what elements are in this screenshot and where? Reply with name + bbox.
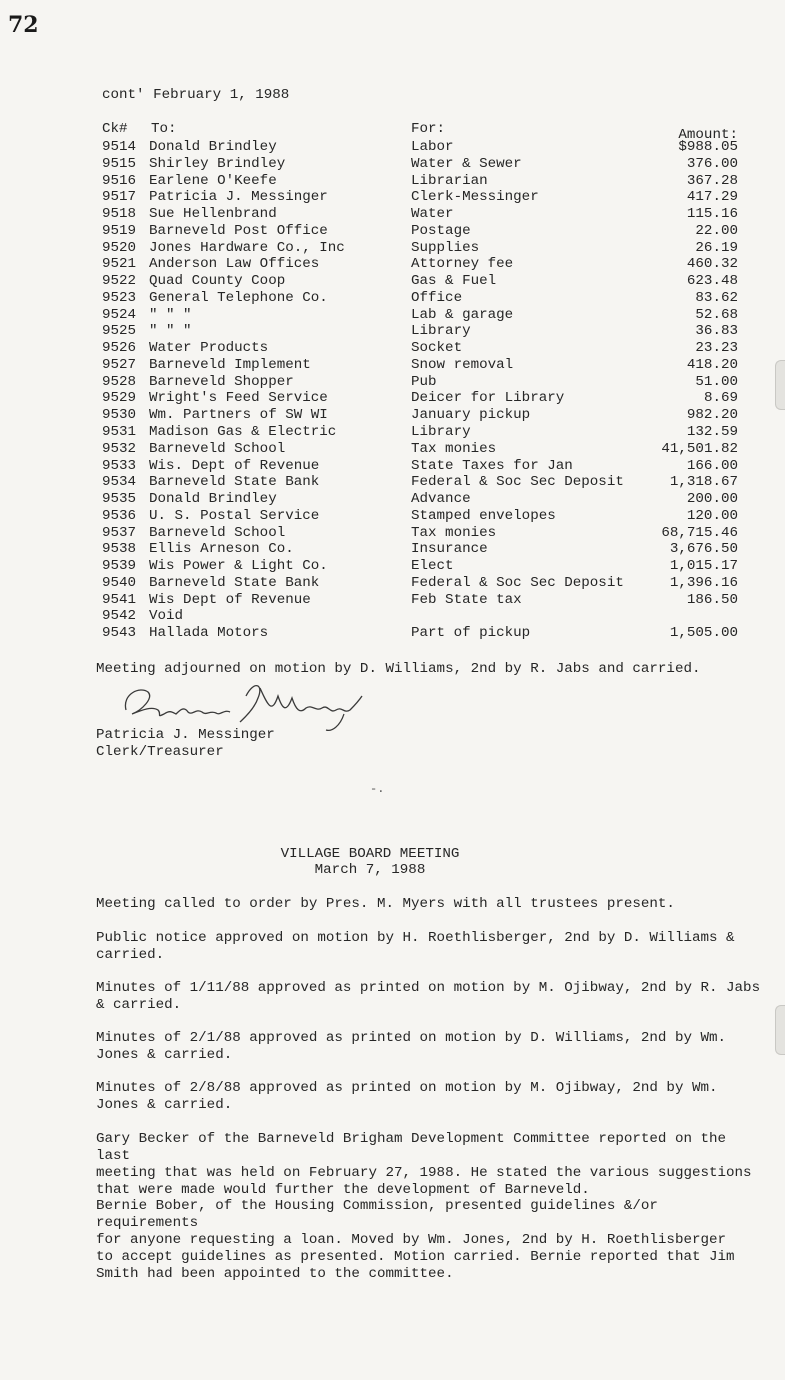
- amount: 36.83: [695, 323, 738, 340]
- payee: " " ": [149, 306, 192, 323]
- table-row: [0, 290, 785, 307]
- purpose: January pickup: [411, 407, 531, 424]
- payee: Hallada Motors: [149, 625, 269, 642]
- amount: 120.00: [686, 507, 738, 524]
- table-row: [0, 206, 785, 223]
- amount: 982.20: [686, 407, 738, 424]
- purpose: Lab & garage: [411, 306, 514, 323]
- table-row: [0, 424, 785, 441]
- amount: 23.23: [695, 340, 738, 357]
- purpose: Library: [411, 323, 471, 340]
- continued-heading: cont' February 1, 1988: [102, 87, 290, 103]
- check-number: 9518: [102, 206, 137, 223]
- purpose: Attorney fee: [411, 256, 514, 273]
- payee: Barneveld School: [149, 440, 286, 457]
- binder-tab: [775, 1005, 785, 1055]
- check-number: 9528: [102, 373, 137, 390]
- purpose: Part of pickup: [411, 625, 531, 642]
- check-number: 9543: [102, 625, 137, 642]
- minutes-paragraph: Minutes of 1/11/88 approved as printed on motion by M. Ojibway, 2nd by R. Jabs & carried.: [96, 980, 761, 1013]
- check-number: 9515: [102, 155, 137, 172]
- purpose: Pub: [411, 373, 437, 390]
- check-table: [0, 139, 785, 642]
- amount: 26.19: [695, 239, 738, 256]
- table-row: [0, 625, 785, 642]
- check-number: 9516: [102, 172, 137, 189]
- payee: " " ": [149, 323, 192, 340]
- purpose: Water & Sewer: [411, 155, 522, 172]
- payee: Donald Brindley: [149, 491, 277, 508]
- minutes-paragraph: Meeting called to order by Pres. M. Myers with all trustees present.: [96, 896, 675, 912]
- purpose: Labor: [411, 139, 454, 155]
- payee: Earlene O'Keefe: [149, 172, 277, 189]
- purpose: Tax monies: [411, 440, 497, 457]
- payee: Barneveld Post Office: [149, 222, 328, 239]
- amount: $988.05: [678, 139, 738, 155]
- table-row: [0, 491, 785, 508]
- payee: Barneveld State Bank: [149, 574, 320, 591]
- amount: 418.20: [686, 356, 738, 373]
- purpose: Postage: [411, 222, 471, 239]
- purpose: Insurance: [411, 541, 488, 558]
- payee: Wis. Dept of Revenue: [149, 457, 320, 474]
- purpose: Stamped envelopes: [411, 507, 556, 524]
- check-number: 9527: [102, 356, 137, 373]
- table-row: [0, 474, 785, 491]
- table-row: [0, 374, 785, 391]
- purpose: Gas & Fuel: [411, 273, 497, 290]
- amount: 1,015.17: [669, 558, 738, 575]
- minutes-paragraph: Minutes of 2/1/88 approved as printed on motion by D. Williams, 2nd by Wm. Jones & carried.: [96, 1030, 727, 1063]
- amount: 115.16: [686, 206, 738, 223]
- table-row: [0, 240, 785, 257]
- purpose: Librarian: [411, 172, 488, 189]
- check-number: 9529: [102, 390, 137, 407]
- amount: 22.00: [695, 222, 738, 239]
- check-number: 9536: [102, 507, 137, 524]
- check-number: 9537: [102, 524, 137, 541]
- amount: 51.00: [695, 373, 738, 390]
- amount: 200.00: [686, 491, 738, 508]
- purpose: State Taxes for Jan: [411, 457, 573, 474]
- table-row: [0, 323, 785, 340]
- table-row: [0, 189, 785, 206]
- meeting-title: VILLAGE BOARD MEETING: [280, 846, 460, 862]
- header-purpose: For:: [411, 121, 446, 137]
- check-number: 9524: [102, 306, 137, 323]
- amount: 1,505.00: [669, 625, 738, 642]
- table-row: [0, 458, 785, 475]
- payee: Quad County Coop: [149, 273, 286, 290]
- check-number: 9531: [102, 424, 137, 441]
- check-number: 9533: [102, 457, 137, 474]
- check-number: 9519: [102, 222, 137, 239]
- amount: 166.00: [686, 457, 738, 474]
- page-number: 72: [8, 12, 39, 38]
- payee: Jones Hardware Co., Inc: [149, 239, 345, 256]
- check-number: 9520: [102, 239, 137, 256]
- table-row: [0, 223, 785, 240]
- amount: 68,715.46: [661, 524, 738, 541]
- table-row: [0, 592, 785, 609]
- purpose: Socket: [411, 340, 463, 357]
- purpose: Federal & Soc Sec Deposit: [411, 474, 624, 491]
- header-payee: To:: [151, 121, 177, 137]
- table-row: [0, 575, 785, 592]
- amount: 1,318.67: [669, 474, 738, 491]
- purpose: Elect: [411, 558, 454, 575]
- table-row: [0, 307, 785, 324]
- check-number: 9532: [102, 440, 137, 457]
- payee: Wm. Partners of SW WI: [149, 407, 328, 424]
- purpose: Snow removal: [411, 356, 514, 373]
- table-row: [0, 541, 785, 558]
- table-row: [0, 441, 785, 458]
- clerk-name: Patricia J. Messinger: [96, 727, 275, 743]
- check-number: 9523: [102, 289, 137, 306]
- purpose: Supplies: [411, 239, 480, 256]
- purpose: Federal & Soc Sec Deposit: [411, 574, 624, 591]
- payee: Water Products: [149, 340, 269, 357]
- amount: 83.62: [695, 289, 738, 306]
- clerk-title: Clerk/Treasurer: [96, 744, 224, 760]
- purpose: Library: [411, 424, 471, 441]
- amount: 376.00: [686, 155, 738, 172]
- amount: 186.50: [686, 591, 738, 608]
- table-row: [0, 390, 785, 407]
- table-row: [0, 508, 785, 525]
- minutes-paragraph: Minutes of 2/8/88 approved as printed on motion by M. Ojibway, 2nd by Wm. Jones & carried.: [96, 1080, 718, 1113]
- payee: Madison Gas & Electric: [149, 424, 337, 441]
- purpose: Water: [411, 206, 454, 223]
- payee: Patricia J. Messinger: [149, 189, 328, 206]
- table-row: [0, 357, 785, 374]
- payee: Wright's Feed Service: [149, 390, 328, 407]
- amount: 460.32: [686, 256, 738, 273]
- purpose: Office: [411, 289, 463, 306]
- check-number: 9535: [102, 491, 137, 508]
- payee: Barneveld State Bank: [149, 474, 320, 491]
- amount: 3,676.50: [669, 541, 738, 558]
- check-number: 9517: [102, 189, 137, 206]
- header-amount: Amount:: [678, 127, 738, 143]
- table-row: [0, 407, 785, 424]
- table-row: [0, 558, 785, 575]
- table-row: [0, 273, 785, 290]
- check-number: 9539: [102, 558, 137, 575]
- minutes-paragraph: Public notice approved on motion by H. Roethlisberger, 2nd by D. Williams & carried.: [96, 930, 735, 963]
- header-check-number: Ck#: [102, 121, 128, 137]
- amount: 623.48: [686, 273, 738, 290]
- check-number: 9530: [102, 407, 137, 424]
- purpose: Clerk-Messinger: [411, 189, 539, 206]
- table-row: [0, 340, 785, 357]
- payee: Donald Brindley: [149, 139, 277, 155]
- table-row: [0, 173, 785, 190]
- check-number: 9534: [102, 474, 137, 491]
- payee: Barneveld Implement: [149, 356, 311, 373]
- check-number: 9541: [102, 591, 137, 608]
- table-row: [0, 525, 785, 542]
- check-number: 9521: [102, 256, 137, 273]
- amount: 41,501.82: [661, 440, 738, 457]
- amount: 417.29: [686, 189, 738, 206]
- payee: Anderson Law Offices: [149, 256, 320, 273]
- table-row: [0, 156, 785, 173]
- minutes-paragraph: Bernie Bober, of the Housing Commission, presented guidelines &/or requirements for anyone requesting a loan. Moved by Wm. Jones, 2nd by H. Roethlisberger to accept guidelines as presented. Motion carried. Bernie reported that Jim Smith had been appointed to the committee.: [96, 1198, 735, 1282]
- purpose: Advance: [411, 491, 471, 508]
- purpose: Tax monies: [411, 524, 497, 541]
- amount: 1,396.16: [669, 574, 738, 591]
- check-number: 9538: [102, 541, 137, 558]
- payee: Wis Power & Light Co.: [149, 558, 328, 575]
- amount: 52.68: [695, 306, 738, 323]
- table-row: [0, 256, 785, 273]
- amount: 367.28: [686, 172, 738, 189]
- minutes-paragraph: Gary Becker of the Barneveld Brigham Development Committee reported on the last meeting that was held on February 27, 1988. He stated the various suggestions that were made would further the development of Barneveld.: [96, 1131, 752, 1198]
- amount: 132.59: [686, 424, 738, 441]
- check-number: 9525: [102, 323, 137, 340]
- purpose: Feb State tax: [411, 591, 522, 608]
- table-row: [0, 139, 785, 156]
- check-number: 9542: [102, 608, 137, 625]
- divider-mark: ‐.: [370, 782, 385, 796]
- payee: Void: [149, 608, 184, 625]
- payee: Wis Dept of Revenue: [149, 591, 311, 608]
- check-number: 9514: [102, 139, 137, 155]
- payee: Sue Hellenbrand: [149, 206, 277, 223]
- payee: Barneveld Shopper: [149, 373, 294, 390]
- binder-tab: [775, 360, 785, 410]
- meeting-date: March 7, 1988: [314, 862, 426, 878]
- payee: Ellis Arneson Co.: [149, 541, 294, 558]
- payee: Barneveld School: [149, 524, 286, 541]
- check-number: 9526: [102, 340, 137, 357]
- table-row: [0, 608, 785, 625]
- check-number: 9522: [102, 273, 137, 290]
- payee: U. S. Postal Service: [149, 507, 320, 524]
- adjournment-motion: Meeting adjourned on motion by D. Williams, 2nd by R. Jabs and carried.: [96, 661, 701, 677]
- check-number: 9540: [102, 574, 137, 591]
- payee: Shirley Brindley: [149, 155, 286, 172]
- amount: 8.69: [703, 390, 738, 407]
- purpose: Deicer for Library: [411, 390, 565, 407]
- payee: General Telephone Co.: [149, 289, 328, 306]
